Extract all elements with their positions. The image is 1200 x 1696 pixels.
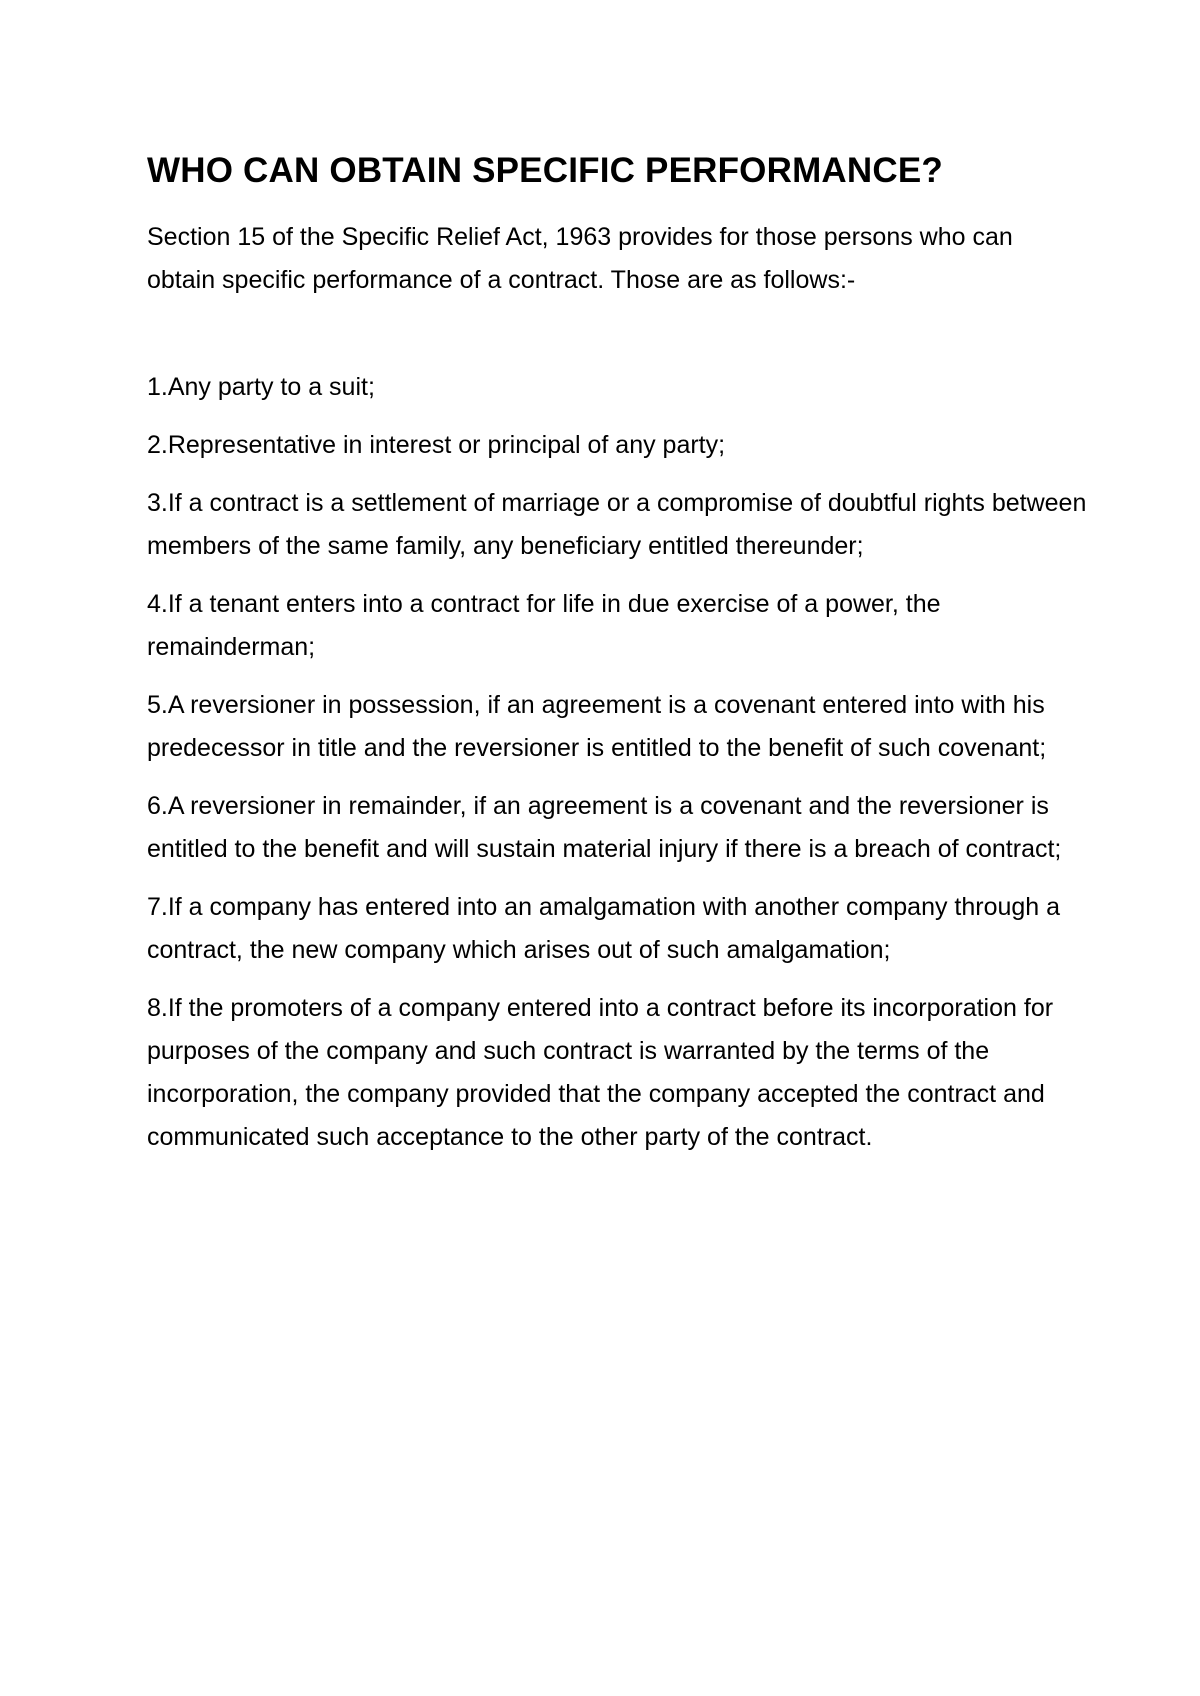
intro-paragraph: Section 15 of the Specific Relief Act, 1963 provides for those persons who can obtain specific performance of a contract. Those are as follows:-	[147, 223, 1013, 294]
list-item: 7.If a company has entered into an amalgamation with another company through a contract, the new company which arises out of such amalgamation;	[147, 893, 1061, 964]
list-item: 1.Any party to a suit;	[147, 373, 375, 401]
list-item: 5.A reversioner in possession, if an agreement is a covenant entered into with his predecessor in title and the reversioner is entitled to the benefit of such covenant;	[147, 691, 1047, 762]
persons-list	[147, 366, 1087, 1159]
page-title: WHO CAN OBTAIN SPECIFIC PERFORMANCE?	[147, 151, 943, 190]
list-item: 4.If a tenant enters into a contract for life in due exercise of a power, the remainderman;	[147, 590, 941, 661]
list-item: 2.Representative in interest or principal of any party;	[147, 431, 726, 459]
list-item: 3.If a contract is a settlement of marriage or a compromise of doubtful rights between members of the same family, any beneficiary entitled thereunder;	[147, 489, 1087, 560]
list-item: 8.If the promoters of a company entered into a contract before its incorporation for purposes of the company and such contract is warranted by the terms of the incorporation, the company provided that the company accepted the contract and communicated such acceptance to the other party of the contract.	[147, 994, 1054, 1151]
list-item: 6.A reversioner in remainder, if an agreement is a covenant and the reversioner is entitled to the benefit and will sustain material injury if there is a breach of contract;	[147, 792, 1062, 863]
document-page	[147, 150, 1087, 1174]
